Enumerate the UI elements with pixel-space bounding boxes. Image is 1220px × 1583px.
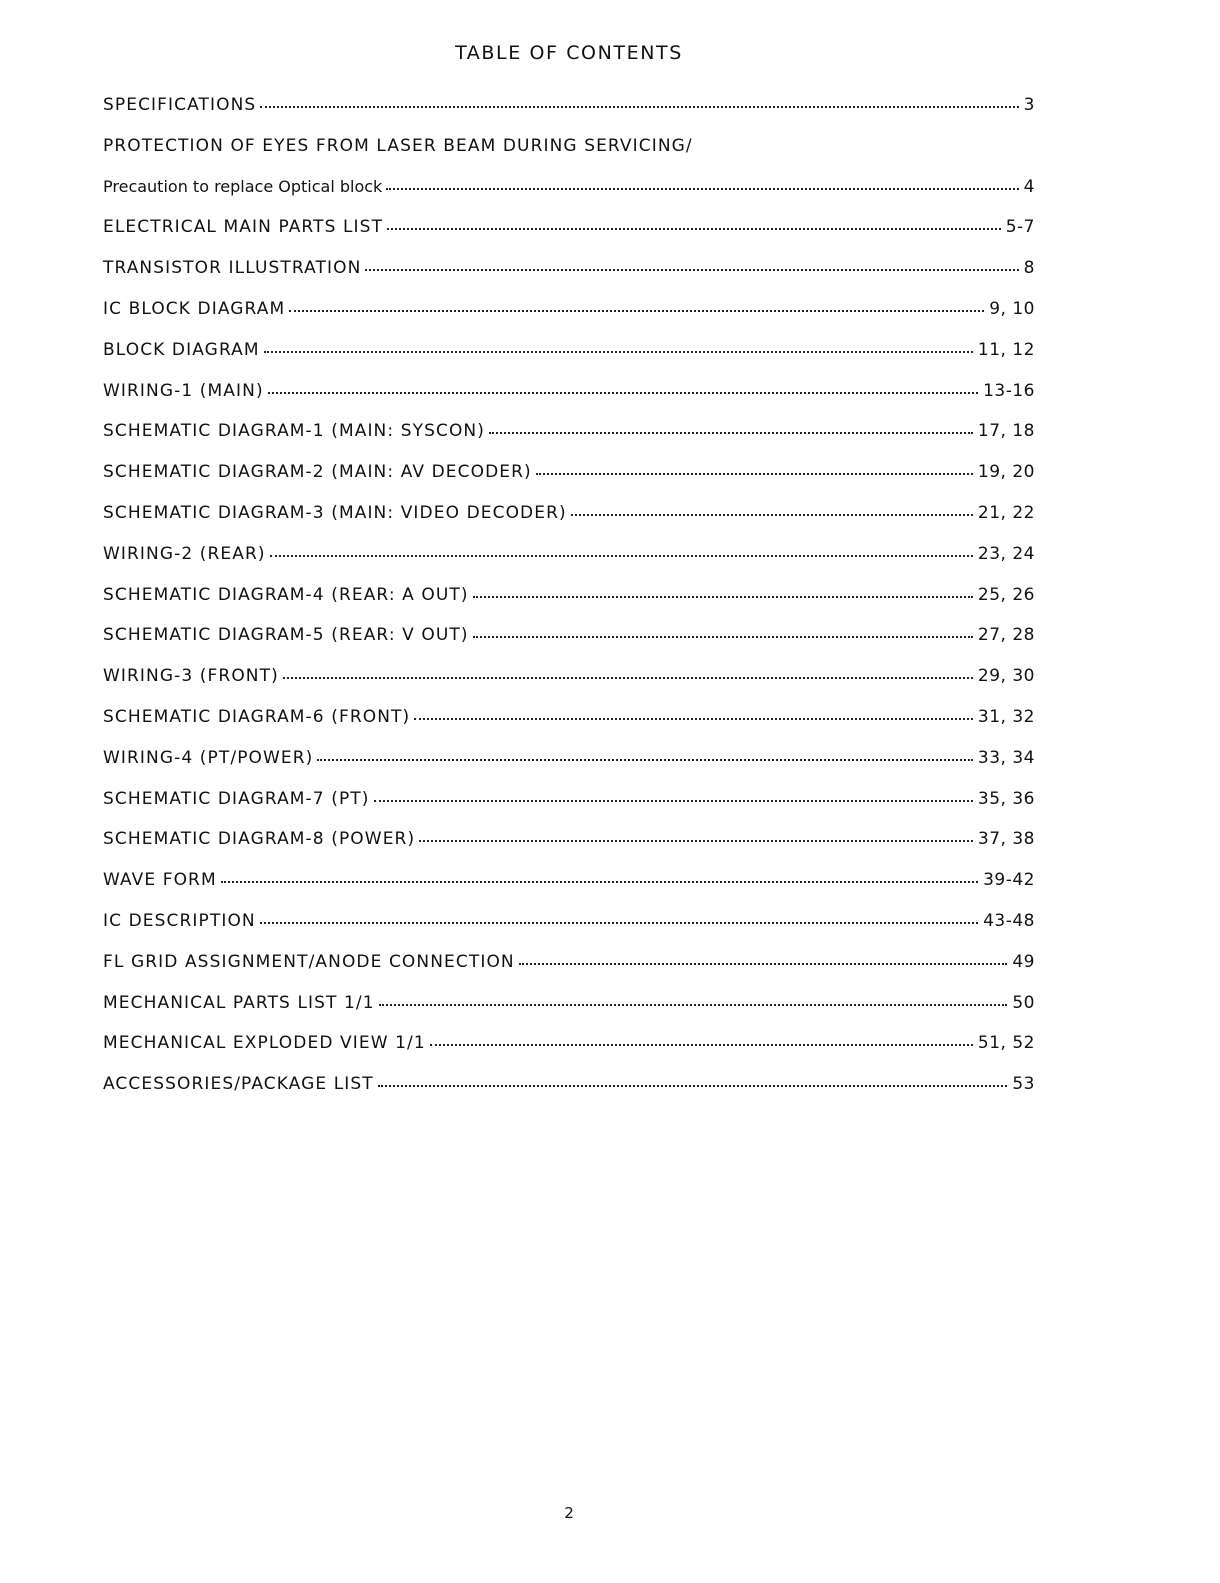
table-of-contents [103, 95, 1035, 1115]
dot-leader [270, 553, 973, 557]
toc-entry-page: 9, 10 [989, 298, 1035, 319]
dot-leader [374, 798, 973, 802]
toc-entry-label: ACCESSORIES/PACKAGE LIST [103, 1074, 374, 1095]
toc-entry-accessories-package-list[interactable] [103, 1074, 1035, 1115]
toc-entry-label: IC DESCRIPTION [103, 910, 256, 931]
dot-leader [379, 1002, 1008, 1006]
dot-leader [386, 186, 1018, 190]
toc-entry-label: MECHANICAL PARTS LIST 1/1 [103, 992, 375, 1013]
dot-leader [264, 349, 973, 353]
toc-entry-label: SCHEMATIC DIAGRAM-1 (MAIN: SYSCON) [103, 421, 485, 442]
dot-leader [519, 961, 1008, 965]
toc-entry-page: 25, 26 [977, 584, 1035, 605]
toc-entry-label: SCHEMATIC DIAGRAM-5 (REAR: V OUT) [103, 625, 469, 646]
toc-entry-label: BLOCK DIAGRAM [103, 339, 260, 360]
toc-entry-page: 21, 22 [977, 502, 1035, 523]
toc-entry-page: 3 [1023, 95, 1035, 115]
toc-entry-schematic-diagram-4[interactable] [103, 585, 1035, 626]
toc-entry-page: 11, 12 [977, 339, 1035, 360]
toc-entry-page: 13-16 [983, 380, 1035, 401]
toc-entry-schematic-diagram-7[interactable] [103, 789, 1035, 830]
dot-leader [221, 879, 978, 883]
toc-entry-fl-grid-assignment[interactable] [103, 952, 1035, 993]
toc-entry-label: SCHEMATIC DIAGRAM-6 (FRONT) [103, 706, 411, 727]
dot-leader [387, 226, 1001, 230]
toc-entry-page: 4 [1023, 176, 1035, 197]
toc-entry-ic-description[interactable] [103, 911, 1035, 952]
toc-entry-page: 17, 18 [977, 421, 1035, 442]
toc-entry-label: WIRING-1 (MAIN) [103, 380, 264, 401]
toc-entry-label: TRANSISTOR ILLUSTRATION [103, 258, 362, 279]
toc-entry-optical-block-precaution[interactable] [103, 177, 1035, 218]
toc-entry-label: SCHEMATIC DIAGRAM-7 (PT) [103, 788, 370, 809]
toc-entry-label: PROTECTION OF EYES FROM LASER BEAM DURING SERVICING/ [103, 135, 693, 156]
dot-leader [317, 757, 973, 761]
dot-leader [489, 430, 973, 434]
toc-entry-label: SCHEMATIC DIAGRAM-2 (MAIN: AV DECODER) [103, 462, 532, 483]
toc-entry-label: ELECTRICAL MAIN PARTS LIST [103, 217, 384, 238]
toc-entry-wiring-1[interactable] [103, 381, 1035, 422]
toc-entry-mechanical-exploded-view[interactable] [103, 1033, 1035, 1074]
toc-entry-label: FL GRID ASSIGNMENT/ANODE CONNECTION [103, 951, 515, 972]
dot-leader [260, 104, 1018, 108]
toc-entry-schematic-diagram-8[interactable] [103, 829, 1035, 870]
toc-entry-page: 29, 30 [977, 666, 1035, 687]
toc-entry-page: 50 [1012, 992, 1035, 1013]
toc-entry-schematic-diagram-1[interactable] [103, 421, 1035, 462]
toc-entry-wiring-3[interactable] [103, 666, 1035, 707]
dot-leader [378, 1083, 1008, 1087]
toc-entry-page: 27, 28 [977, 625, 1035, 646]
toc-entry-label: WIRING-2 (REAR) [103, 543, 266, 564]
dot-leader [365, 267, 1018, 271]
dot-leader [414, 716, 973, 720]
toc-entry-schematic-diagram-5[interactable] [103, 625, 1035, 666]
toc-entry-label: SCHEMATIC DIAGRAM-3 (MAIN: VIDEO DECODER) [103, 502, 567, 523]
toc-entry-schematic-diagram-2[interactable] [103, 462, 1035, 503]
toc-entry-page: 49 [1012, 951, 1035, 972]
toc-entry-laser-protection[interactable] [103, 136, 1035, 177]
page-number: 2 [564, 1504, 574, 1522]
dot-leader [289, 308, 984, 312]
dot-leader [473, 594, 973, 598]
toc-entry-mechanical-parts-list[interactable] [103, 993, 1035, 1034]
dot-leader [571, 512, 973, 516]
toc-entry-ic-block-diagram[interactable] [103, 299, 1035, 340]
toc-entry-page: 8 [1023, 258, 1035, 279]
toc-entry-page: 51, 52 [977, 1033, 1035, 1054]
toc-entry-transistor-illustration[interactable] [103, 258, 1035, 299]
toc-entry-wiring-2[interactable] [103, 544, 1035, 585]
toc-entry-schematic-diagram-3[interactable] [103, 503, 1035, 544]
toc-entry-page: 5-7 [1005, 217, 1035, 238]
toc-entry-label: IC BLOCK DIAGRAM [103, 298, 286, 319]
toc-entry-label: SPECIFICATIONS [103, 95, 257, 115]
toc-entry-label: SCHEMATIC DIAGRAM-8 (POWER) [103, 829, 416, 850]
toc-entry-electrical-main-parts-list[interactable] [103, 217, 1035, 258]
dot-leader [283, 675, 973, 679]
toc-entry-wave-form[interactable] [103, 870, 1035, 911]
toc-entry-label: WIRING-3 (FRONT) [103, 666, 279, 687]
toc-entry-page: 43-48 [983, 910, 1035, 931]
toc-entry-page: 31, 32 [977, 706, 1035, 727]
toc-entry-page: 19, 20 [977, 462, 1035, 483]
toc-entry-label: MECHANICAL EXPLODED VIEW 1/1 [103, 1033, 426, 1054]
toc-entry-specifications[interactable] [103, 95, 1035, 136]
toc-entry-wiring-4[interactable] [103, 748, 1035, 789]
toc-entry-label: Precaution to replace Optical block [103, 176, 383, 196]
toc-entry-page: 53 [1012, 1074, 1035, 1095]
dot-leader [268, 390, 978, 394]
dot-leader [473, 634, 973, 638]
dot-leader [419, 838, 973, 842]
toc-entry-schematic-diagram-6[interactable] [103, 707, 1035, 748]
dot-leader [430, 1042, 973, 1046]
toc-entry-page: 37, 38 [977, 829, 1035, 850]
toc-entry-page: 35, 36 [977, 788, 1035, 809]
dot-leader [260, 920, 978, 924]
toc-entry-page: 39-42 [983, 870, 1035, 891]
toc-entry-page: 33, 34 [977, 747, 1035, 768]
dot-leader [536, 471, 973, 475]
toc-entry-label: WAVE FORM [103, 870, 217, 891]
toc-entry-label: WIRING-4 (PT/POWER) [103, 747, 314, 768]
toc-entry-page: 23, 24 [977, 543, 1035, 564]
toc-entry-block-diagram[interactable] [103, 340, 1035, 381]
toc-entry-label: SCHEMATIC DIAGRAM-4 (REAR: A OUT) [103, 584, 469, 605]
page-title: TABLE OF CONTENTS [455, 42, 683, 64]
